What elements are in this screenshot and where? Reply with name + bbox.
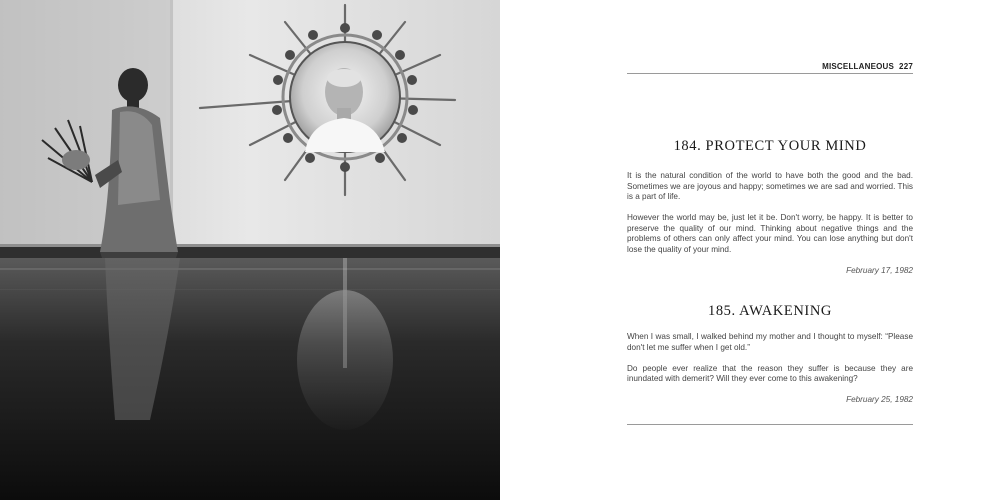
section-awakening <box>627 303 913 404</box>
paragraph: However the world may be, just let it be. Don't worry, be happy. It is better to preserve the quality of our mind. Thinking about negative things and the problems of others can only affect your mind. You can lose anything but don't lose the quality of your mind. <box>627 213 913 255</box>
section-date: February 25, 1982 <box>846 394 913 404</box>
section-title: 185. AWAKENING <box>707 303 833 319</box>
running-head-title: MISCELLANEOUS <box>822 62 895 71</box>
text-page <box>500 0 1000 500</box>
section-protect-your-mind <box>627 138 913 275</box>
section-date: February 17, 1982 <box>846 265 913 275</box>
paragraph: When I was small, I walked behind my mother and I thought to myself: “Please don't let me suffer when I get old.” <box>627 332 913 352</box>
portrait-medallion <box>290 42 400 152</box>
paragraph: Do people ever realize that the reason they suffer is because they are inundated with demerit? Will they ever come to this awakening? <box>627 363 913 384</box>
top-rule <box>627 73 913 74</box>
running-head <box>822 62 913 71</box>
section-title: 184. PROTECT YOUR MIND <box>673 138 867 154</box>
bottom-rule <box>627 424 913 425</box>
page-number: 227 <box>899 62 913 71</box>
paragraph: It is the natural condition of the world to have both the good and the bad. Sometimes we are joyous and happy; sometimes we are sad and worried. This is a part of life. <box>627 171 913 202</box>
